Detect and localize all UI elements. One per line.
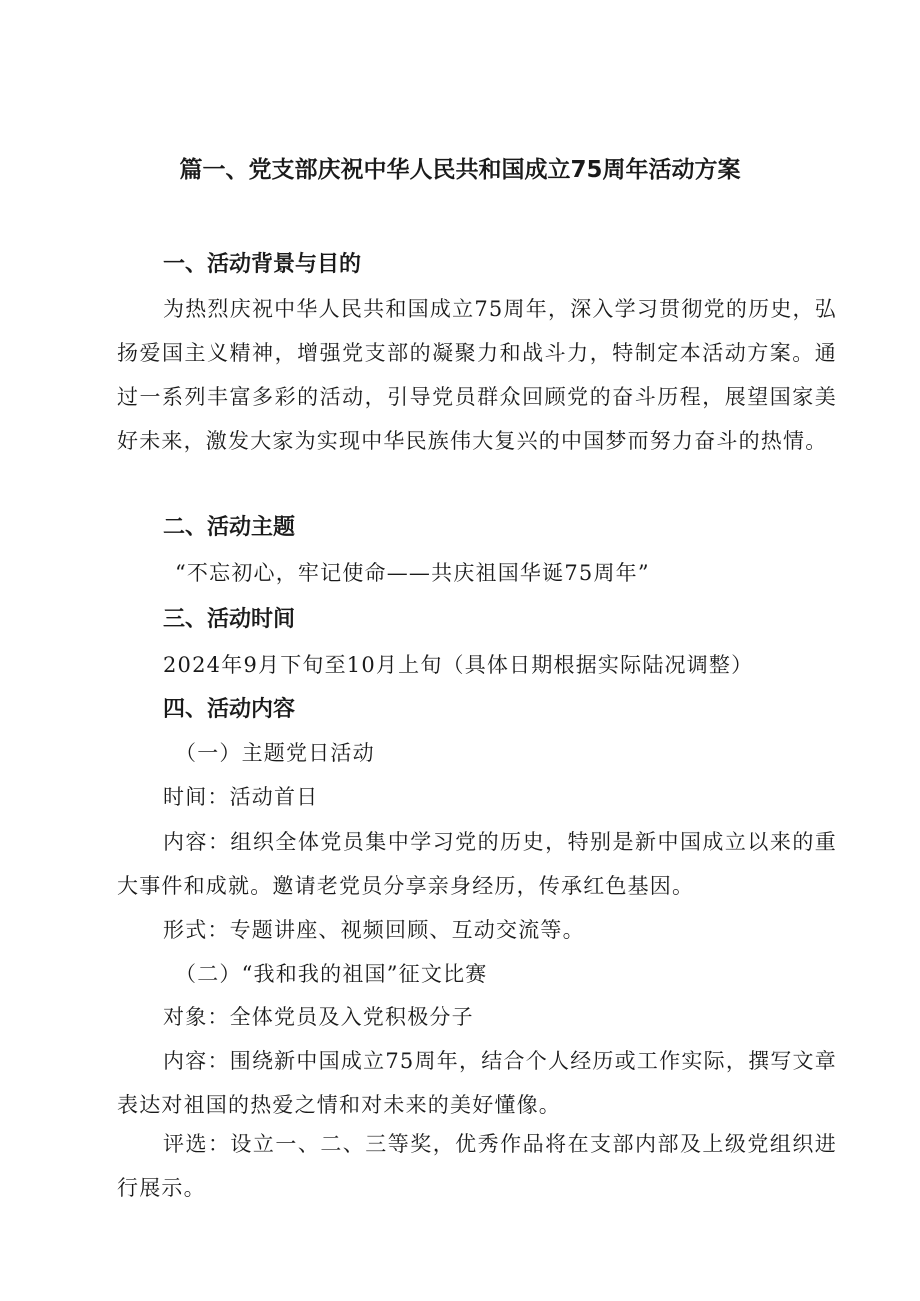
section-heading-theme: 二、活动主题 xyxy=(163,515,296,540)
document-title: 篇一、党支部庆祝中华人民共和国成立75周年活动方案 xyxy=(179,157,741,183)
section-heading-background: 一、活动背景与目的 xyxy=(163,252,362,277)
section-heading-content: 四、活动内容 xyxy=(163,697,296,722)
section-body-time: 2024年9月下旬至10月上旬（具体日期根据实际陆况调整） xyxy=(163,653,754,677)
essay-contest-target: 对象：全体党员及入党积极分子 xyxy=(163,1005,474,1029)
section-body-background: 为热烈庆祝中华人民共和国成立75周年，深入学习贯彻党的历史，弘扬爱国主义精神，增强党支部的凝聚力和战斗力，特制定本活动方案。通过一系列丰富多彩的活动，引导党员群众回顾党的奋斗历程，展望国家美好未来，激发大家为实现中华民族伟大复兴的中国梦而努力奋斗的热情。 xyxy=(117,297,837,453)
section-body-theme: “不忘初心，牢记使命——共庆祖国华诞75周年” xyxy=(175,561,650,585)
essay-contest-content: 内容：围绕新中国成立75周年，结合个人经历或工作实际，撰写文章表达对祖国的热爱之情和对未来的美好懂像。 xyxy=(117,1049,837,1117)
section-heading-time: 三、活动时间 xyxy=(163,607,296,632)
party-day-form: 形式：专题讲座、视频回顾、互动交流等。 xyxy=(163,918,585,942)
subsection-heading-party-day: （一）主题党日活动 xyxy=(175,741,375,765)
subsection-heading-essay-contest: （二）“我和我的祖国”征文比赛 xyxy=(175,962,488,986)
party-day-time: 时间：活动首日 xyxy=(163,785,319,809)
party-day-content: 内容：组织全体党员集中学习党的历史，特别是新中国成立以来的重大事件和成就。邀请老党员分享亲身经历，传承红色基因。 xyxy=(117,830,837,898)
essay-contest-judging: 评选：设立一、二、三等奖，优秀作品将在支部内部及上级党组织进行展示。 xyxy=(117,1132,837,1200)
